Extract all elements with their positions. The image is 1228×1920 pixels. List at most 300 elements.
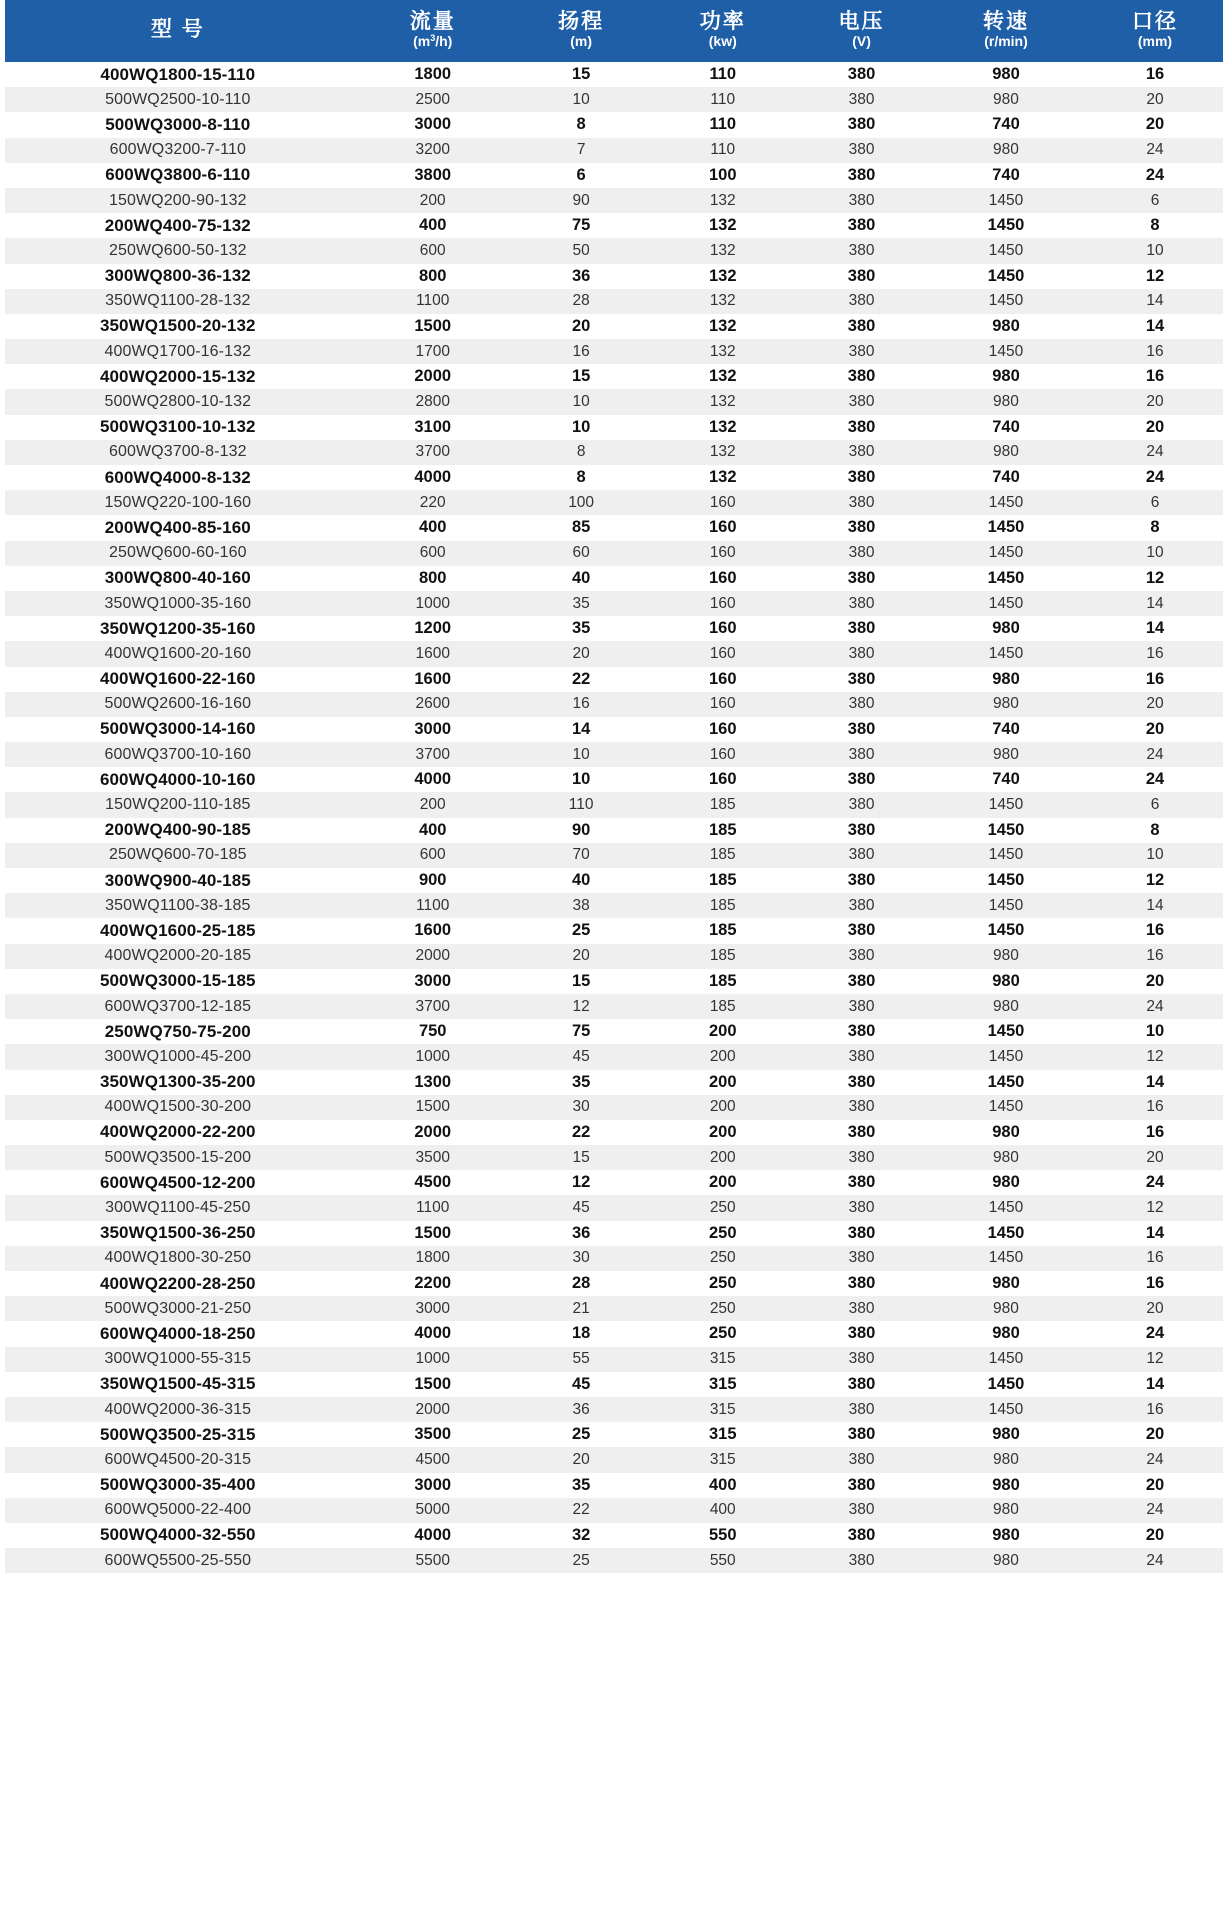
table-row <box>5 616 1223 641</box>
cell-speed: 980 <box>925 692 1087 717</box>
table-row <box>5 364 1223 389</box>
cell-model: 500WQ2800-10-132 <box>5 389 351 414</box>
cell-voltage: 380 <box>798 918 925 943</box>
cell-flow: 600 <box>351 843 515 868</box>
cell-head: 110 <box>515 792 648 817</box>
cell-power: 132 <box>647 264 798 289</box>
cell-voltage: 380 <box>798 87 925 112</box>
cell-voltage: 380 <box>798 314 925 339</box>
cell-power: 160 <box>647 742 798 767</box>
cell-diameter: 16 <box>1087 339 1223 364</box>
cell-speed: 980 <box>925 314 1087 339</box>
cell-diameter: 24 <box>1087 1170 1223 1195</box>
cell-voltage: 380 <box>798 1473 925 1498</box>
cell-voltage: 380 <box>798 641 925 666</box>
cell-model: 500WQ3100-10-132 <box>5 415 351 440</box>
table-row <box>5 1347 1223 1372</box>
cell-model: 200WQ400-90-185 <box>5 818 351 843</box>
table-row <box>5 994 1223 1019</box>
cell-flow: 3700 <box>351 742 515 767</box>
cell-voltage: 380 <box>798 591 925 616</box>
cell-flow: 1100 <box>351 893 515 918</box>
cell-flow: 2000 <box>351 1120 515 1145</box>
table-row <box>5 490 1223 515</box>
cell-diameter: 14 <box>1087 314 1223 339</box>
cell-power: 200 <box>647 1070 798 1095</box>
cell-power: 160 <box>647 767 798 792</box>
cell-head: 28 <box>515 1271 648 1296</box>
cell-model: 150WQ220-100-160 <box>5 490 351 515</box>
cell-power: 110 <box>647 138 798 163</box>
column-header-voltage-unit: (V) <box>852 33 871 50</box>
cell-flow: 1100 <box>351 289 515 314</box>
cell-head: 50 <box>515 238 648 263</box>
cell-flow: 400 <box>351 818 515 843</box>
cell-speed: 980 <box>925 1548 1087 1573</box>
cell-voltage: 380 <box>798 994 925 1019</box>
cell-diameter: 24 <box>1087 1447 1223 1472</box>
table-row <box>5 918 1223 943</box>
cell-voltage: 380 <box>798 1044 925 1069</box>
cell-voltage: 380 <box>798 616 925 641</box>
cell-flow: 3100 <box>351 415 515 440</box>
cell-flow: 3000 <box>351 969 515 994</box>
cell-speed: 980 <box>925 1271 1087 1296</box>
cell-power: 132 <box>647 314 798 339</box>
cell-speed: 1450 <box>925 1246 1087 1271</box>
cell-flow: 400 <box>351 515 515 540</box>
cell-diameter: 20 <box>1087 389 1223 414</box>
table-row <box>5 893 1223 918</box>
cell-flow: 1000 <box>351 1347 515 1372</box>
table-row <box>5 692 1223 717</box>
cell-diameter: 10 <box>1087 238 1223 263</box>
cell-power: 160 <box>647 541 798 566</box>
cell-model: 250WQ600-70-185 <box>5 843 351 868</box>
cell-power: 185 <box>647 792 798 817</box>
cell-power: 160 <box>647 490 798 515</box>
cell-diameter: 24 <box>1087 1548 1223 1573</box>
cell-speed: 980 <box>925 667 1087 692</box>
cell-voltage: 380 <box>798 238 925 263</box>
cell-model: 400WQ1500-30-200 <box>5 1095 351 1120</box>
cell-speed: 1450 <box>925 1095 1087 1120</box>
cell-diameter: 20 <box>1087 1422 1223 1447</box>
cell-head: 28 <box>515 289 648 314</box>
cell-head: 25 <box>515 1422 648 1447</box>
cell-head: 30 <box>515 1095 648 1120</box>
table-row <box>5 188 1223 213</box>
cell-diameter: 16 <box>1087 1095 1223 1120</box>
cell-diameter: 24 <box>1087 1498 1223 1523</box>
cell-speed: 1450 <box>925 893 1087 918</box>
cell-flow: 1500 <box>351 1372 515 1397</box>
column-header-flow-unit: $(m^3/h)$ <box>413 33 453 50</box>
cell-model: 300WQ1000-55-315 <box>5 1347 351 1372</box>
cell-head: 16 <box>515 339 648 364</box>
column-header-voltage-title: 电压 <box>838 9 885 33</box>
table-row <box>5 566 1223 591</box>
pump-specification-table <box>5 0 1223 1573</box>
cell-diameter: 16 <box>1087 641 1223 666</box>
cell-diameter: 20 <box>1087 415 1223 440</box>
cell-head: 36 <box>515 1397 648 1422</box>
cell-head: 90 <box>515 818 648 843</box>
cell-speed: 740 <box>925 415 1087 440</box>
table-row <box>5 969 1223 994</box>
cell-diameter: 8 <box>1087 213 1223 238</box>
cell-model: 600WQ3800-6-110 <box>5 163 351 188</box>
cell-power: 185 <box>647 818 798 843</box>
cell-model: 600WQ4500-12-200 <box>5 1170 351 1195</box>
cell-power: 132 <box>647 213 798 238</box>
cell-head: 18 <box>515 1321 648 1346</box>
cell-speed: 1450 <box>925 591 1087 616</box>
cell-power: 160 <box>647 591 798 616</box>
cell-power: 132 <box>647 339 798 364</box>
cell-diameter: 14 <box>1087 1070 1223 1095</box>
cell-model: 500WQ3500-25-315 <box>5 1422 351 1447</box>
cell-model: 400WQ1800-15-110 <box>5 62 351 87</box>
cell-model: 600WQ3700-12-185 <box>5 994 351 1019</box>
cell-diameter: 16 <box>1087 1271 1223 1296</box>
cell-diameter: 12 <box>1087 264 1223 289</box>
cell-voltage: 380 <box>798 1321 925 1346</box>
cell-model: 400WQ1800-30-250 <box>5 1246 351 1271</box>
cell-speed: 980 <box>925 389 1087 414</box>
cell-speed: 980 <box>925 138 1087 163</box>
table-row <box>5 1447 1223 1472</box>
cell-flow: 3800 <box>351 163 515 188</box>
table-row <box>5 465 1223 490</box>
cell-speed: 740 <box>925 465 1087 490</box>
cell-flow: 2200 <box>351 1271 515 1296</box>
cell-flow: 2500 <box>351 87 515 112</box>
cell-speed: 740 <box>925 717 1087 742</box>
table-row <box>5 87 1223 112</box>
cell-model: 500WQ2500-10-110 <box>5 87 351 112</box>
cell-voltage: 380 <box>798 1070 925 1095</box>
cell-power: 132 <box>647 440 798 465</box>
cell-voltage: 380 <box>798 264 925 289</box>
cell-flow: 1800 <box>351 1246 515 1271</box>
cell-diameter: 14 <box>1087 893 1223 918</box>
cell-head: 70 <box>515 843 648 868</box>
cell-flow: 3700 <box>351 440 515 465</box>
cell-diameter: 8 <box>1087 515 1223 540</box>
cell-speed: 1450 <box>925 918 1087 943</box>
cell-voltage: 380 <box>798 566 925 591</box>
cell-flow: 800 <box>351 264 515 289</box>
cell-diameter: 20 <box>1087 969 1223 994</box>
cell-speed: 980 <box>925 62 1087 87</box>
cell-head: 75 <box>515 1019 648 1044</box>
cell-model: 600WQ4500-20-315 <box>5 1447 351 1472</box>
cell-speed: 980 <box>925 742 1087 767</box>
cell-model: 400WQ1600-22-160 <box>5 667 351 692</box>
cell-voltage: 380 <box>798 1296 925 1321</box>
cell-voltage: 380 <box>798 692 925 717</box>
cell-flow: 2000 <box>351 1397 515 1422</box>
column-header-model-title: 型 号 <box>150 18 205 42</box>
cell-model: 500WQ3000-14-160 <box>5 717 351 742</box>
cell-flow: 4500 <box>351 1170 515 1195</box>
cell-diameter: 16 <box>1087 918 1223 943</box>
cell-speed: 1450 <box>925 1221 1087 1246</box>
table-row <box>5 1271 1223 1296</box>
cell-voltage: 380 <box>798 1347 925 1372</box>
table-header-row <box>5 0 1223 62</box>
cell-diameter: 12 <box>1087 1195 1223 1220</box>
cell-power: 200 <box>647 1170 798 1195</box>
cell-model: 400WQ2000-20-185 <box>5 944 351 969</box>
table-row <box>5 1422 1223 1447</box>
cell-flow: 1600 <box>351 641 515 666</box>
cell-voltage: 380 <box>798 1019 925 1044</box>
cell-head: 55 <box>515 1347 648 1372</box>
cell-flow: 1100 <box>351 1195 515 1220</box>
cell-head: 40 <box>515 566 648 591</box>
cell-model: 600WQ5500-25-550 <box>5 1548 351 1573</box>
cell-head: 45 <box>515 1372 648 1397</box>
cell-model: 300WQ800-36-132 <box>5 264 351 289</box>
column-header-diameter-unit: (mm) <box>1137 33 1173 50</box>
table-row <box>5 818 1223 843</box>
cell-head: 12 <box>515 1170 648 1195</box>
cell-head: 10 <box>515 742 648 767</box>
column-header-head <box>515 0 648 62</box>
cell-flow: 600 <box>351 238 515 263</box>
cell-speed: 980 <box>925 87 1087 112</box>
cell-flow: 4000 <box>351 1523 515 1548</box>
cell-model: 500WQ3000-8-110 <box>5 112 351 137</box>
cell-diameter: 20 <box>1087 1145 1223 1170</box>
cell-voltage: 380 <box>798 213 925 238</box>
cell-power: 250 <box>647 1271 798 1296</box>
table-row <box>5 1044 1223 1069</box>
cell-voltage: 380 <box>798 138 925 163</box>
cell-power: 250 <box>647 1296 798 1321</box>
cell-model: 400WQ1700-16-132 <box>5 339 351 364</box>
cell-voltage: 380 <box>798 163 925 188</box>
cell-flow: 5000 <box>351 1498 515 1523</box>
cell-voltage: 380 <box>798 742 925 767</box>
table-row <box>5 1246 1223 1271</box>
cell-flow: 750 <box>351 1019 515 1044</box>
column-header-diameter-title: 口径 <box>1132 9 1178 33</box>
cell-speed: 1450 <box>925 213 1087 238</box>
table-row <box>5 641 1223 666</box>
cell-voltage: 380 <box>798 1221 925 1246</box>
cell-power: 400 <box>647 1498 798 1523</box>
table-row <box>5 1473 1223 1498</box>
cell-model: 500WQ3000-21-250 <box>5 1296 351 1321</box>
cell-model: 350WQ1200-35-160 <box>5 616 351 641</box>
table-header <box>5 0 1223 62</box>
cell-flow: 4500 <box>351 1447 515 1472</box>
cell-flow: 3000 <box>351 717 515 742</box>
cell-power: 160 <box>647 515 798 540</box>
cell-flow: 2000 <box>351 944 515 969</box>
cell-diameter: 20 <box>1087 1523 1223 1548</box>
cell-diameter: 20 <box>1087 717 1223 742</box>
cell-voltage: 380 <box>798 893 925 918</box>
table-row <box>5 389 1223 414</box>
table-row <box>5 515 1223 540</box>
cell-power: 132 <box>647 238 798 263</box>
cell-model: 300WQ900-40-185 <box>5 868 351 893</box>
column-header-flow <box>351 0 515 62</box>
cell-head: 75 <box>515 213 648 238</box>
cell-voltage: 380 <box>798 667 925 692</box>
cell-power: 250 <box>647 1246 798 1271</box>
cell-speed: 1450 <box>925 1070 1087 1095</box>
table-row <box>5 1498 1223 1523</box>
cell-flow: 1500 <box>351 1221 515 1246</box>
cell-power: 110 <box>647 112 798 137</box>
column-header-power-unit: (kw) <box>708 33 737 50</box>
cell-diameter: 20 <box>1087 87 1223 112</box>
cell-voltage: 380 <box>798 289 925 314</box>
cell-head: 30 <box>515 1246 648 1271</box>
cell-diameter: 16 <box>1087 62 1223 87</box>
cell-diameter: 24 <box>1087 742 1223 767</box>
cell-model: 350WQ1500-36-250 <box>5 1221 351 1246</box>
cell-power: 185 <box>647 843 798 868</box>
table-row <box>5 339 1223 364</box>
cell-voltage: 380 <box>798 339 925 364</box>
cell-voltage: 380 <box>798 1372 925 1397</box>
cell-diameter: 24 <box>1087 465 1223 490</box>
cell-speed: 740 <box>925 163 1087 188</box>
cell-model: 500WQ3000-15-185 <box>5 969 351 994</box>
cell-diameter: 10 <box>1087 1019 1223 1044</box>
cell-model: 250WQ600-50-132 <box>5 238 351 263</box>
cell-speed: 1450 <box>925 566 1087 591</box>
cell-head: 21 <box>515 1296 648 1321</box>
column-header-speed <box>925 0 1087 62</box>
cell-power: 185 <box>647 868 798 893</box>
cell-speed: 980 <box>925 1120 1087 1145</box>
cell-diameter: 12 <box>1087 1347 1223 1372</box>
cell-head: 35 <box>515 591 648 616</box>
cell-power: 250 <box>647 1321 798 1346</box>
cell-speed: 980 <box>925 1447 1087 1472</box>
cell-diameter: 20 <box>1087 1473 1223 1498</box>
cell-voltage: 380 <box>798 1447 925 1472</box>
cell-speed: 1450 <box>925 818 1087 843</box>
cell-diameter: 24 <box>1087 440 1223 465</box>
cell-voltage: 380 <box>798 792 925 817</box>
cell-speed: 1450 <box>925 238 1087 263</box>
cell-speed: 1450 <box>925 289 1087 314</box>
cell-voltage: 380 <box>798 767 925 792</box>
cell-model: 400WQ2000-22-200 <box>5 1120 351 1145</box>
cell-model: 600WQ4000-10-160 <box>5 767 351 792</box>
cell-head: 15 <box>515 969 648 994</box>
cell-voltage: 380 <box>798 818 925 843</box>
cell-flow: 5500 <box>351 1548 515 1573</box>
table-row <box>5 1397 1223 1422</box>
cell-flow: 2000 <box>351 364 515 389</box>
cell-flow: 1700 <box>351 339 515 364</box>
cell-diameter: 6 <box>1087 188 1223 213</box>
cell-flow: 1500 <box>351 314 515 339</box>
cell-head: 60 <box>515 541 648 566</box>
cell-power: 185 <box>647 944 798 969</box>
table-row <box>5 1095 1223 1120</box>
cell-speed: 980 <box>925 364 1087 389</box>
cell-power: 132 <box>647 389 798 414</box>
cell-power: 315 <box>647 1447 798 1472</box>
cell-head: 38 <box>515 893 648 918</box>
cell-voltage: 380 <box>798 1523 925 1548</box>
cell-voltage: 380 <box>798 1195 925 1220</box>
table-row <box>5 238 1223 263</box>
cell-power: 185 <box>647 918 798 943</box>
cell-head: 20 <box>515 641 648 666</box>
cell-power: 185 <box>647 969 798 994</box>
cell-diameter: 8 <box>1087 818 1223 843</box>
cell-power: 110 <box>647 87 798 112</box>
cell-diameter: 16 <box>1087 667 1223 692</box>
table-row <box>5 138 1223 163</box>
cell-head: 8 <box>515 440 648 465</box>
cell-speed: 1450 <box>925 264 1087 289</box>
cell-voltage: 380 <box>798 1145 925 1170</box>
cell-flow: 3000 <box>351 1473 515 1498</box>
cell-flow: 800 <box>351 566 515 591</box>
cell-voltage: 380 <box>798 843 925 868</box>
cell-voltage: 380 <box>798 490 925 515</box>
cell-voltage: 380 <box>798 62 925 87</box>
cell-head: 6 <box>515 163 648 188</box>
cell-model: 400WQ1600-25-185 <box>5 918 351 943</box>
cell-power: 315 <box>647 1422 798 1447</box>
table-row <box>5 415 1223 440</box>
cell-head: 35 <box>515 616 648 641</box>
cell-model: 600WQ3700-10-160 <box>5 742 351 767</box>
cell-diameter: 14 <box>1087 591 1223 616</box>
column-header-voltage <box>798 0 925 62</box>
cell-power: 550 <box>647 1523 798 1548</box>
cell-model: 400WQ2000-15-132 <box>5 364 351 389</box>
table-row <box>5 1321 1223 1346</box>
cell-flow: 220 <box>351 490 515 515</box>
cell-model: 300WQ800-40-160 <box>5 566 351 591</box>
table-row <box>5 440 1223 465</box>
table-row <box>5 868 1223 893</box>
table-row <box>5 112 1223 137</box>
cell-speed: 1450 <box>925 1195 1087 1220</box>
cell-voltage: 380 <box>798 1548 925 1573</box>
cell-power: 315 <box>647 1372 798 1397</box>
cell-voltage: 380 <box>798 389 925 414</box>
cell-diameter: 20 <box>1087 692 1223 717</box>
table-row <box>5 541 1223 566</box>
cell-diameter: 24 <box>1087 163 1223 188</box>
cell-voltage: 380 <box>798 465 925 490</box>
cell-diameter: 6 <box>1087 490 1223 515</box>
cell-flow: 1600 <box>351 918 515 943</box>
cell-flow: 1000 <box>351 591 515 616</box>
cell-speed: 1450 <box>925 541 1087 566</box>
cell-flow: 1200 <box>351 616 515 641</box>
cell-model: 500WQ4000-32-550 <box>5 1523 351 1548</box>
cell-model: 600WQ5000-22-400 <box>5 1498 351 1523</box>
cell-speed: 1450 <box>925 868 1087 893</box>
cell-speed: 980 <box>925 616 1087 641</box>
